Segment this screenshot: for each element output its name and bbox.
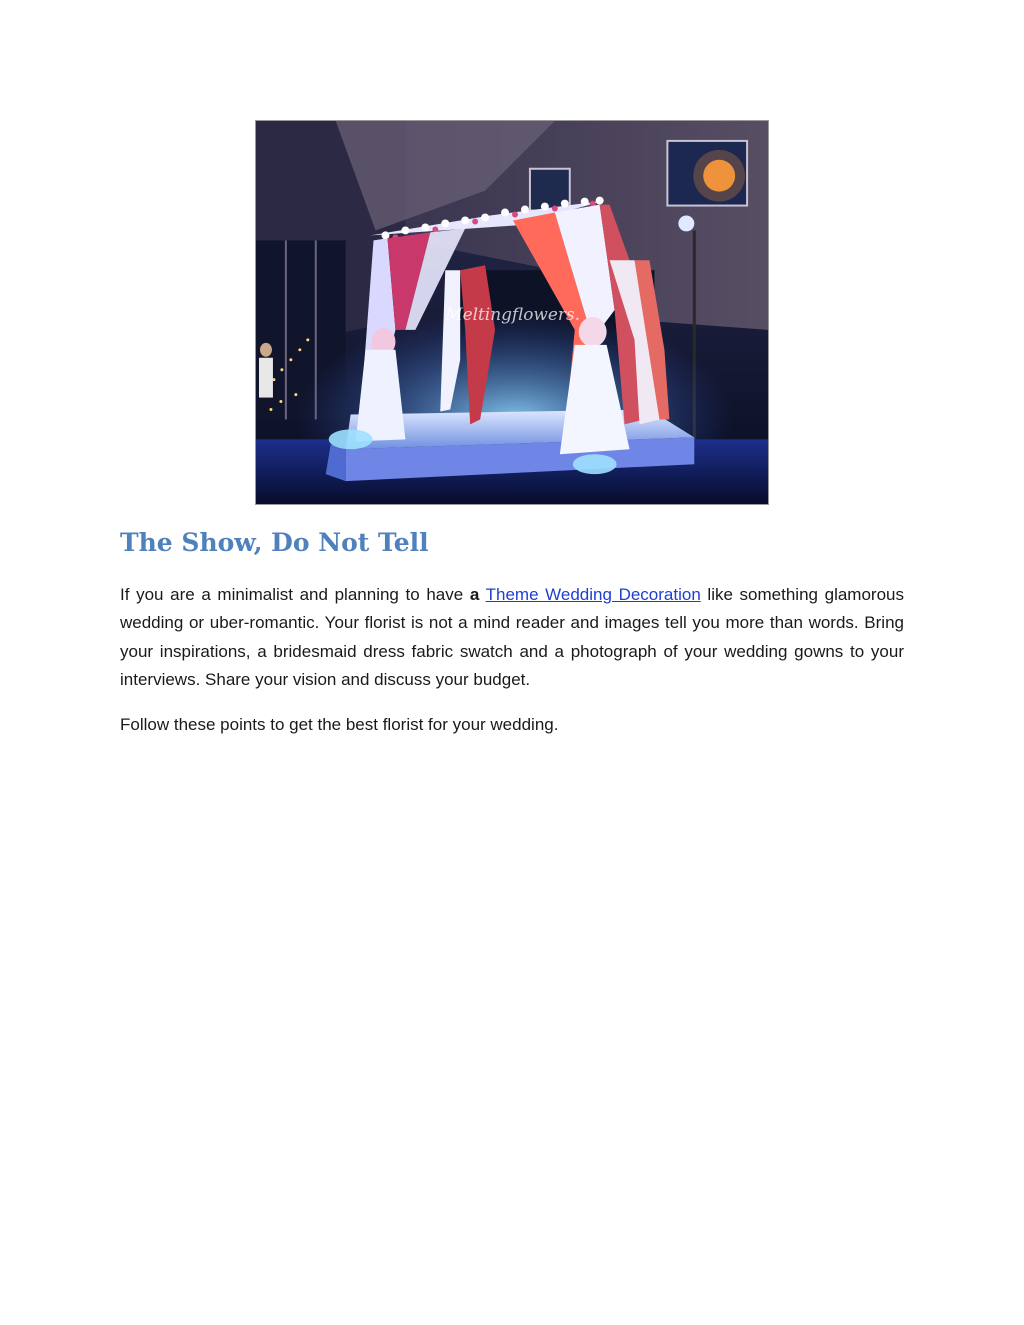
intro-bold-word: a <box>469 585 480 604</box>
intro-text-end: like something glamorous wedding or uber-romantic. Your florist is not a mind reader and images tell you more than words. Bring your inspirations, a bridesmaid dress fabric swatch and a photograph of your wedding gowns to your interviews. Share your vision and discuss your budget. <box>120 585 904 689</box>
theme-wedding-decoration-link[interactable]: Theme Wedding Decoration <box>485 585 701 604</box>
closing-paragraph: Follow these points to get the best florist for your wedding. <box>120 715 559 734</box>
wedding-mandap-photo <box>255 120 769 505</box>
mandap-illustration <box>256 121 768 504</box>
photo-watermark: Meltingflowers. <box>445 303 581 324</box>
intro-paragraph <box>120 581 904 694</box>
section-heading: The Show, Do Not Tell <box>120 528 429 557</box>
intro-text-start: If you are a minimalist and planning to have <box>120 585 470 604</box>
